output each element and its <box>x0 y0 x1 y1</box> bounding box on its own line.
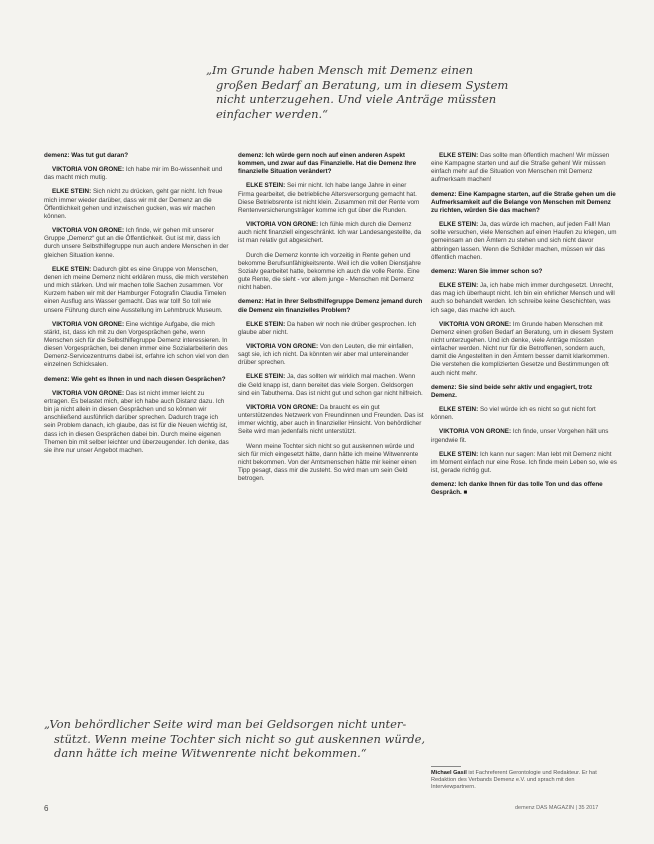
interview-answer <box>238 373 424 397</box>
author-bio-text: ist Fachreferent Gerontologie und Redakteur. Er hat Redaktion des Verbands Demenz e.V. und sprach mit den Interviewpartnern. <box>431 770 597 791</box>
speaker-name: ELKE STEIN: <box>439 450 479 458</box>
interview-question <box>431 268 617 276</box>
speaker-name: VIKTORIA VON GRONE: <box>52 389 125 397</box>
interview-answer <box>431 451 617 475</box>
interview-answer <box>238 321 424 337</box>
interview-question <box>44 376 230 384</box>
interview-answer <box>238 443 424 484</box>
text-column-3 <box>431 152 617 503</box>
answer-text: Ja, ich habe mich immer durchgesetzt. Unrecht, das mag ich überhaupt nicht. Ich bin ein ehrlicher Mensch und will auch so behandelt werden. Ich schreibe keine Geschichten, was ich sage, das mache ich auch. <box>431 282 615 314</box>
pull-quote-top <box>206 63 508 121</box>
speaker-name: VIKTORIA VON GRONE: <box>52 320 125 328</box>
quote-line: dann hätte ich meine Witwenrente nicht bekommen.“ <box>54 746 367 760</box>
speaker-name: ELKE STEIN: <box>246 182 286 190</box>
interview-answer <box>431 221 617 262</box>
speaker-name: VIKTORIA VON GRONE: <box>439 320 512 328</box>
question-text: demenz: Wie geht es Ihnen in und nach diesen Gesprächen? <box>44 375 226 383</box>
interview-question <box>431 481 617 497</box>
author-name: Michael Gasil <box>431 770 467 776</box>
question-text: demenz: Eine Kampagne starten, auf die Straße gehen um die Aufmerksamkeit auf die Belange von Menschen mit Demenz zu richten, würden Sie das machen? <box>431 190 616 214</box>
answer-text: Ich fühle mich durch die Demenz auch nicht finanziell eingeschränkt. Ich war Landesangestellte, da ist man relativ gut abgesichert. <box>238 221 422 245</box>
question-text: demenz: Hat in Ihrer Selbsthilfegruppe Demenz jemand durch die Demenz ein finanzielles Problem? <box>238 298 423 314</box>
answer-text: Ich finde, wir gehen mit unserer Gruppe „Demenz“ gut an die Öffentlichkeit. Gut ist mir, dass ich durch unsere Selbsthilfegruppe nun auch andere Menschen in der gleichen Situation kenne. <box>44 227 229 259</box>
answer-text: Ja, das sollten wir wirklich mal machen. Wenn die Geld knapp ist, dann bereitet das viele Sorgen. Geldsorgen sind ein Tabuthema. Das ist nicht gut und schon gar nicht hilfreich. <box>238 373 423 397</box>
answer-text: Ich habe mir im Bo-wissenheit und das macht mich mutig. <box>44 166 223 182</box>
quote-line: einfacher werden.“ <box>216 106 329 121</box>
interview-answer <box>44 188 230 221</box>
footer-magazine-info: demenz DAS MAGAZIN | 35 2017 <box>515 805 599 811</box>
interview-answer <box>44 166 230 182</box>
speaker-name: ELKE STEIN: <box>52 188 92 196</box>
speaker-name: ELKE STEIN: <box>246 320 286 328</box>
speaker-name: VIKTORIA VON GRONE: <box>246 342 319 350</box>
interview-question <box>44 152 230 160</box>
answer-text: Da haben wir noch nie drüber gesprochen. Ich glaube aber nicht. <box>238 320 417 336</box>
speaker-name: ELKE STEIN: <box>246 373 286 381</box>
interview-answer <box>431 321 617 378</box>
answer-text: Da braucht es ein gut unterstützendes Netzwerk von Freundinnen und Freunden. Das ist immer wichtig, aber auch in finanzieller Hinsicht. Von behördlicher Seite wird man jedenfalls nicht unterstützt. <box>238 403 424 436</box>
interview-question <box>431 384 617 400</box>
interview-answer <box>44 321 230 370</box>
answer-text: Ich finde, unser Vorgehen hält uns irgendwie fit. <box>431 428 609 444</box>
answer-text: So viel würde ich es nicht so gut nicht fort können. <box>431 406 596 422</box>
text-column-1 <box>44 152 230 461</box>
speaker-name: VIKTORIA VON GRONE: <box>52 227 125 235</box>
interview-question <box>431 191 617 215</box>
page-number: 6 <box>44 804 49 813</box>
answer-text: Das ist nicht immer leicht zu ertragen. Es belastet mich, aber ich habe auch Distanz dazu. Ich bin ja nicht allein in diesen Gesprächen und so können wir anschließend ausführlich darüber sprechen. Dadurch trage ich sein Problem danach, ich glaube, das ist für die Neuen wichtig ist, dass ich in diesen Gesprächen dabei bin. Durch meine eigenen Themen bin mit selber leichter und überzeugender. Ich denke, das sie ihre nur unser Angebot machen. <box>44 389 229 454</box>
interview-answer <box>44 390 230 455</box>
answer-text: Sich nicht zu drücken, geht gar nicht. Ich freue mich immer wieder darüber, dass wir mit der Demenz an die Öffentlichkeit gehen und inzwischen gucken, was wir machen können. <box>44 188 223 220</box>
interview-answer <box>431 428 617 444</box>
speaker-name: ELKE STEIN: <box>439 152 479 159</box>
speaker-name: VIKTORIA VON GRONE: <box>246 221 319 229</box>
quote-line: großen Bedarf an Beratung, um in diesem System <box>216 77 509 92</box>
interview-question <box>238 152 424 176</box>
quote-line: stützt. Wenn meine Tochter sich nicht so gut auskennen würde, <box>54 731 426 746</box>
question-text: demenz: Was tut gut daran? <box>44 152 129 159</box>
answer-text: Das sollte man öffentlich machen! Wir müssen eine Kampagne starten und auf die Straße gehen! Wir müssen einfach mehr auf die Situation von Menschen mit Demenz aufmerksam machen! <box>431 152 610 184</box>
quote-line: „Im Grunde haben Mensch mit Demenz einen <box>206 63 474 77</box>
interview-question <box>238 298 424 314</box>
question-text: demenz: Ich danke Ihnen für das tolle Ton und das offene Gespräch. ■ <box>431 481 603 497</box>
question-text: demenz: Ich würde gern noch auf einen anderen Aspekt kommen, und zwar auf das Finanzielle. Hat die Demenz Ihre finanzielle Situation verändert? <box>238 152 417 176</box>
interview-answer <box>431 152 617 185</box>
author-bio <box>431 770 619 792</box>
interview-answer <box>44 266 230 315</box>
speaker-name: VIKTORIA VON GRONE: <box>439 428 512 436</box>
interview-answer <box>238 182 424 215</box>
answer-text: Durch die Demenz konnte ich vorzeitig in Rente gehen und bekomme Berufsunfähigkeitsrente. Weil ich die vollen Dienstjahre Sozialv gearbeitet hatte, bekomme ich auch die volle Rente. Eine gute Rente, die sieht - vor allem junge - Menschen mit Demenz nicht haben. <box>238 251 421 292</box>
pull-quote-bottom <box>44 717 425 761</box>
interview-answer <box>238 252 424 293</box>
interview-answer <box>238 404 424 437</box>
quote-line: „Von behördlicher Seite wird man bei Geldsorgen nicht unter- <box>44 717 407 731</box>
interview-answer <box>431 406 617 422</box>
answer-text: Ich kann nur sagen: Man lebt mit Demenz nicht im Moment einfach nur eine Rose. Ich finde mein Leben so, wie es ist, gerade richtig gut. <box>431 450 617 474</box>
answer-text: Eine wichtige Aufgabe, die mich stärkt, ist, dass ich mit zu den Vorgesprächen gehe, wenn Menschen sich für die Selbsthilfegruppe Demenz interessieren. In diesen Vorgesprächen, bei denen immer eine Sozialarbeiterin des Demenz-Servicezentrums dabei ist, erfahre ich schon viel von den einzelnen Schicksalen. <box>44 320 229 369</box>
speaker-name: ELKE STEIN: <box>52 265 92 273</box>
text-column-2 <box>238 152 424 489</box>
answer-text: Dadurch gibt es eine Gruppe von Menschen, denen ich meine Demenz nicht erklären muss, die mich verstehen und mich stärken. Und wir machen tolle Sachen zusammen. Vor Kurzem haben wir mit der Hamburger Fotografin Claudia Timelen einen Ausflug ans Wasser gemacht. Das war toll! So toll wie unsere Führung durch eine Ausstellung im Lehmbruck Museum. <box>44 265 229 314</box>
interview-answer <box>431 282 617 315</box>
answer-text: Wenn meine Tochter sich nicht so gut auskennen würde und sich für mich eingesetzt hätte, dann hätte ich meine Witwenrente nicht bekommen. Von der Amtsmenschen hätte mir keiner einen Tipp gesagt, dass mir die zusteht. So wird man um sein Geld betrogen. <box>238 442 419 483</box>
question-text: demenz: Waren Sie immer schon so? <box>431 267 543 275</box>
interview-answer <box>238 221 424 245</box>
interview-answer <box>44 227 230 260</box>
answer-text: Sei mir nicht. Ich habe lange Jahre in einer Firma gearbeitet, die betriebliche Altersversorgung gemacht hat. Diese Betriebsrente ist nicht klein. Zusammen mit der Rente vom Rentenversicherungsträger komme ich gut über die Runden. <box>238 182 420 214</box>
speaker-name: VIKTORIA VON GRONE: <box>246 403 319 411</box>
answer-text: Ja, das würde ich machen, auf jeden Fall! Man sollte versuchen, viele Menschen auf einen Haufen zu kriegen, um gemeinsam an den Ämtern zu stehen und sich nicht davor abbringen lassen. Wenn die Schilder machen, müssen wir das öffentlich machen. <box>431 221 617 261</box>
answer-text: Von den Leuten, die mir einfallen, sagt sie, ich ich nicht. Da könnten wir aber mal untereinander drüber sprechen. <box>238 342 414 367</box>
bio-divider <box>431 766 461 767</box>
speaker-name: VIKTORIA VON GRONE: <box>52 166 125 174</box>
answer-text: Im Grunde haben Menschen mit Demenz einen großen Bedarf an Beratung, um in diesem System nicht unterzugehen. Und ich denke, viele Anträge müssten einfacher werden. Nicht nur für die Betroffenen, sondern auch, damit die Angestellten in den Ämtern besser damit klarkommen. Die verstehen die komplizierten Gesetze und Bestimmungen oft auch nicht mehr. <box>431 320 614 377</box>
speaker-name: ELKE STEIN: <box>439 282 479 290</box>
interview-answer <box>238 343 424 367</box>
speaker-name: ELKE STEIN: <box>439 221 479 229</box>
speaker-name: ELKE STEIN: <box>439 406 479 414</box>
quote-line: nicht unterzugehen. Und viele Anträge müssten <box>216 92 497 106</box>
question-text: demenz: Sie sind beide sehr aktiv und engagiert, trotz Demenz. <box>431 383 593 399</box>
